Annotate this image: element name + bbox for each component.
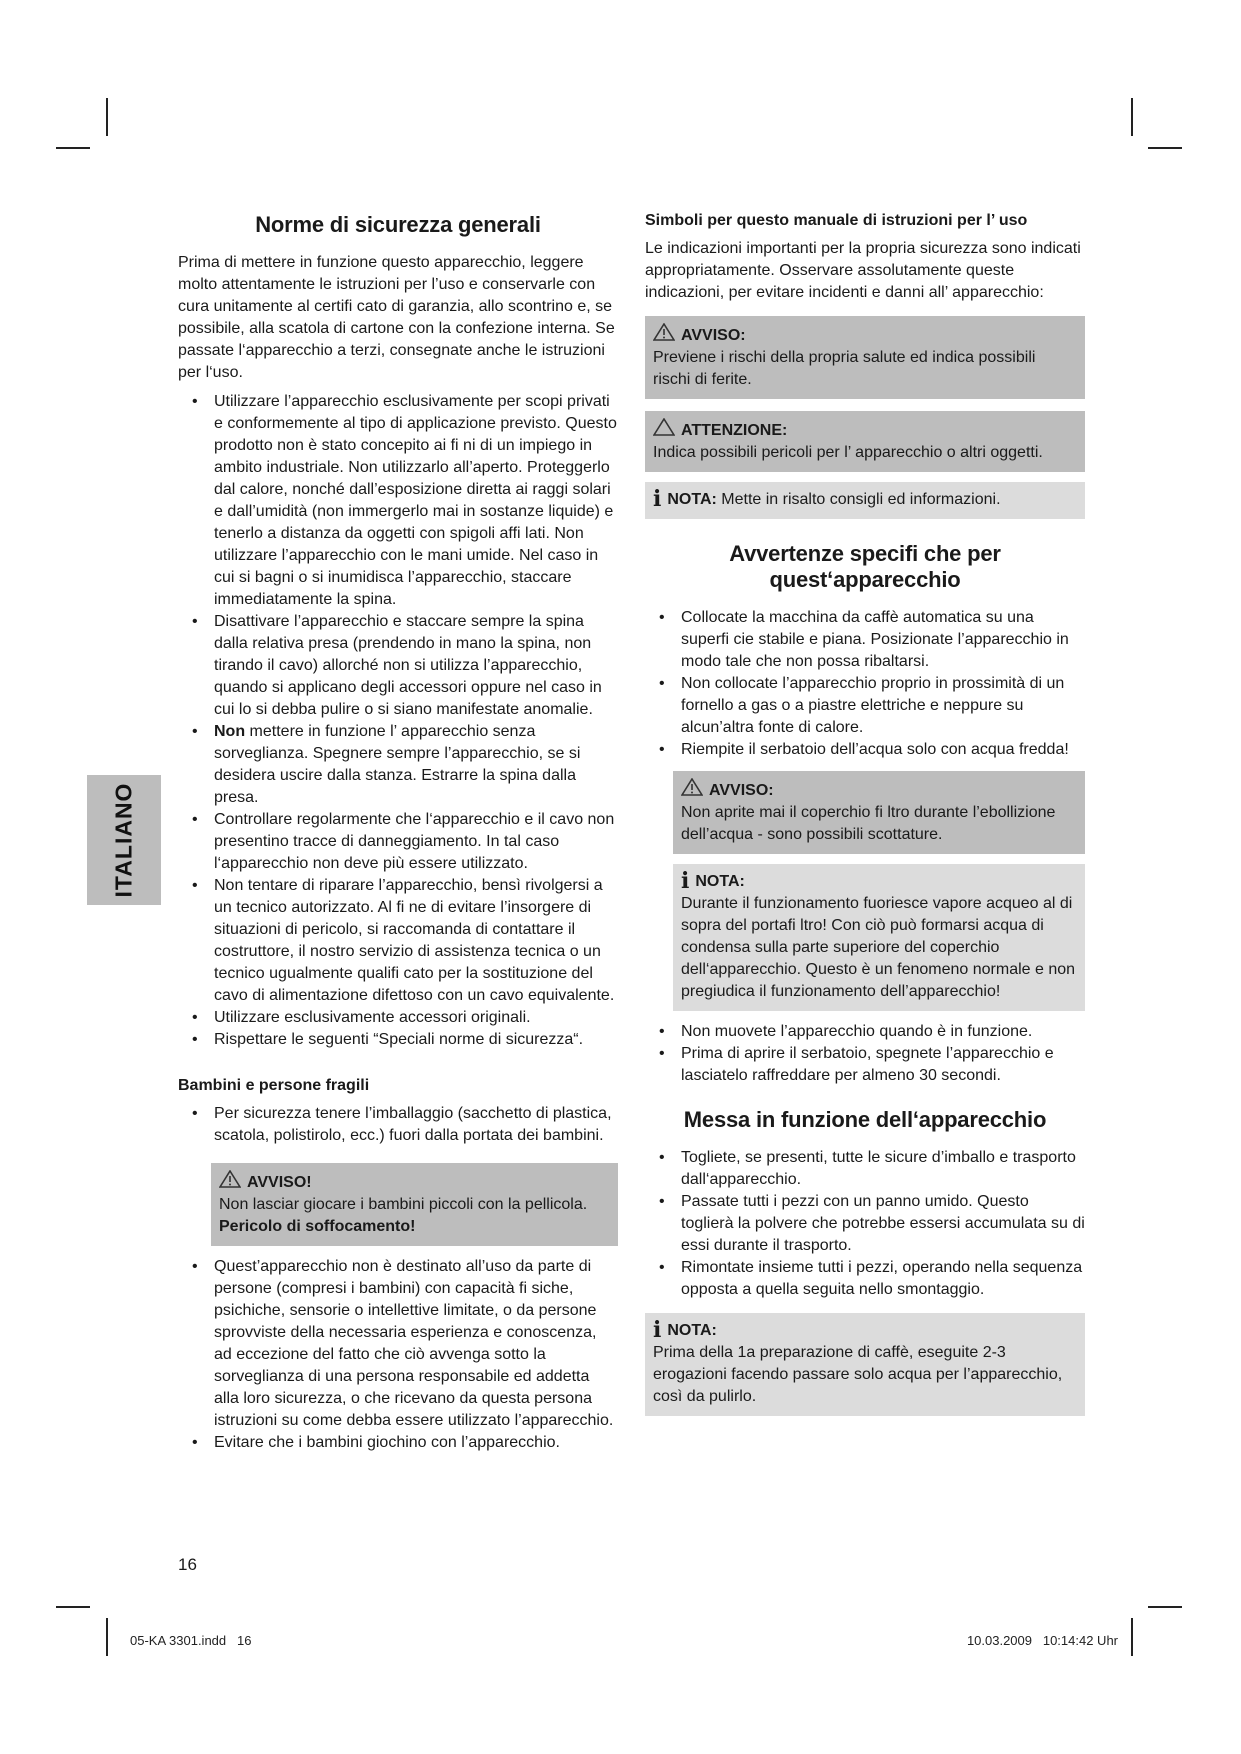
list-item: • Utilizzare l’apparecchio esclusivamente per scopi privati e conformemente al tipo di applicazione previsto. Questo prodotto non è stato concepito ai fi ni di un impiego in ambito industriale. Non utilizzarlo all’aperto. Proteggerlo dal calore, nonché dall’esposizione diretta ai raggi solari e dall’umidità (non immergerlo mai in sostanze liquide) e tenerlo a distanza da oggetti con spigoli affi lati. Non utilizzare l’apparecchio con le mani umide. Nel caso in cui si bagni o si inumidisca l’apparecchio, staccare immediatamente la spina. [178,391,618,611]
language-side-tab [87,775,161,905]
page-number: 16 [178,1555,197,1574]
note-label-row [653,1317,1077,1343]
specific-nota-box [673,864,1085,1011]
warning-label-row [681,778,1077,802]
list-item: • Evitare che i bambini giochino con l’apparecchio. [178,1432,618,1454]
list-item: • Togliete, se presenti, tutte le sicure d’imballo e trasporto dall‘apparecchio. [645,1147,1085,1191]
info-icon: i [681,868,690,894]
symbols-intro: Le indicazioni importanti per la propria sicurezza sono indicati appropriatamente. Osservare assolutamente queste indicazioni, per evitare incidenti e danni all’ apparecchio: [645,240,1081,301]
list-item-text: mettere in funzione l’ apparecchio senza sorveglianza. Spegnere sempre l’apparecchio, se si desidera uscire dalla stanza. Estrarre la spina dalla presa. [214,723,581,806]
note-text: Prima della 1a preparazione di caffè, eseguite 2-3 erogazioni facendo passare solo acqua per l’apparecchio, così da pulirlo. [653,1344,1063,1405]
children-warning-box [211,1163,618,1246]
bold-word: Non [214,723,246,740]
list-item: • Rispettare le seguenti “Speciali norme di sicurezza“. [178,1029,618,1051]
section-title-specific-warnings: Avvertenze specifi che per quest‘apparecchio [729,541,1001,592]
warning-label-row [219,1170,610,1194]
subsection-title-children: Bambini e persone fragili [178,1077,370,1094]
warning-label: AVVISO! [247,1174,312,1191]
avviso-box [645,316,1085,399]
list-item: • Collocate la macchina da caffè automatica su una superfi cie stabile e piana. Posizionate l’apparecchio in modo tale che non possa ribaltarsi. [645,607,1085,673]
list-item: • Passate tutti i pezzi con un panno umido. Questo toglierà la polvere che potrebbe essersi accumulata su di essi durante il trasporto. [645,1191,1085,1257]
section-title-startup: Messa in funzione dell‘apparecchio [683,1107,1047,1132]
caution-label-row [653,418,1077,442]
warning-label: AVVISO: [709,782,774,799]
list-item: • Rimontate insieme tutti i pezzi, operando nella sequenza opposta a quella seguita nello smontaggio. [645,1257,1085,1301]
warning-text: Non lasciar giocare i bambini piccoli con la pellicola. [219,1196,588,1213]
attenzione-box [645,411,1085,472]
list-item: • Riempite il serbatoio dell’acqua solo con acqua fredda! [645,739,1085,761]
crop-mark [1131,1618,1133,1656]
general-safety-intro: Prima di mettere in funzione questo apparecchio, leggere molto attentamente le istruzioni per l’uso e conservarle con cura unitamente al certifi cato di garanzia, allo scontrino e, se possibile, alla scatola di cartone con la confezione interna. Se passate l‘apparecchio a terzi, consegnate anche le istruzioni per l‘uso. [178,254,615,381]
children-list-continued [178,1256,618,1454]
section-title-general-safety: Norme di sicurezza generali [255,212,541,237]
crop-mark [1148,1606,1182,1608]
crop-mark [106,1618,108,1656]
list-item: • Utilizzare esclusivamente accessori originali. [178,1007,618,1029]
warning-label-row [653,323,1077,347]
list-item: • Non tentare di riparare l’apparecchio, bensì rivolgersi a un tecnico autorizzato. Al fi ne di evitare l’insorgere di situazioni di pericolo, si raccomanda di contattare il costruttore, il nostro servizio di assistenza tecnica o un tecnico ugualmente qualifi cato per la sostituzione del cavo di alimentazione difettoso con un cavo equivalente. [178,875,618,1007]
crop-mark [1131,98,1133,136]
note-label: NOTA: [667,491,717,508]
warning-triangle-icon [219,1170,241,1188]
right-column [645,212,1085,1416]
crop-mark [56,147,90,149]
footer-file: 05-KA 3301.indd 16 [130,1633,252,1648]
list-item: • Quest’apparecchio non è destinato all’uso da parte di persone (compresi i bambini) con capacità fi siche, psichiche, sensorie o intellettive limitate, o da persone sprovviste della necessaria esperienza e conoscenza, ad eccezione del fatto che ciò avvenga sotto la sorveglianza di una persona responsabile ed addetta alla loro sicurezza, o che ricevano da questa persona istruzioni su come debba essere utilizzato l’apparecchio. [178,1256,618,1432]
warning-triangle-icon [681,778,703,796]
list-item: • Per sicurezza tenere l’imballaggio (sacchetto di plastica, scatola, polistirolo, ecc.) fuori dalla portata dei bambini. [178,1103,618,1147]
warning-text: Previene i rischi della propria salute ed indica possibili rischi di ferite. [653,349,1036,388]
warning-text: Non aprite mai il coperchio fi ltro durante l’ebollizione dell’acqua - sono possibili scottature. [681,804,1056,843]
warning-triangle-icon [653,323,675,341]
list-item: • Controllare regolarmente che l‘apparecchio e il cavo non presentino tracce di danneggiamento. In tal caso l‘apparecchio non deve più essere utilizzato. [178,809,618,875]
note-label: NOTA: [695,873,745,890]
footer-timestamp: 10.03.2009 10:14:42 Uhr [966,1633,1118,1648]
subsection-title-symbols: Simboli per questo manuale di istruzioni per l’ uso [645,212,1028,229]
startup-nota-box [645,1313,1085,1416]
caution-triangle-icon [653,418,675,436]
list-item: • Disattivare l’apparecchio e staccare sempre la spina dalla relativa presa (prendendo in mano la spina, non tirando il cavo) allorché non si utilizza l’apparecchio, quando si applicano degli accessori oppure nel caso in cui lo si debba pulire o si siano manifestate anomalie. [178,611,618,721]
note-text: Mette in risalto consigli ed informazioni. [716,491,1001,508]
note-label: NOTA: [667,1322,717,1339]
specific-avviso-box [673,771,1085,854]
side-tab-label: ITALIANO [110,782,137,898]
left-column [178,212,618,1454]
warning-bold-text: Pericolo di soffocamento! [219,1218,416,1235]
children-list [178,1103,618,1147]
note-text: Durante il funzionamento fuoriesce vapore acqueo al di sopra del portafi ltro! Con ciò può formarsi acqua di condensa sulla parte superiore del coperchio dell‘apparecchio. Questo è un fenomeno normale e non pregiudica il funzionamento dell’apparecchio! [681,895,1076,1000]
list-item: • Non collocate l’apparecchio proprio in prossimità di un fornello a gas o a piastre elettriche e neppure su alcun’altra fonte di calore. [645,673,1085,739]
crop-mark [56,1606,90,1608]
general-safety-list [178,391,618,1051]
info-icon: i [653,486,662,512]
startup-list [645,1147,1085,1301]
list-item: • Prima di aprire il serbatoio, spegnete l’apparecchio e lasciatelo raffreddare per almeno 30 secondi. [645,1043,1085,1087]
nota-box [645,482,1085,519]
specific-warnings-list-continued [645,1021,1085,1087]
list-item: • Non muovete l’apparecchio quando è in funzione. [645,1021,1085,1043]
caution-label: ATTENZIONE: [681,422,788,439]
info-icon: i [653,1317,662,1343]
warning-label: AVVISO: [681,327,746,344]
crop-mark [1148,147,1182,149]
crop-mark [106,98,108,136]
note-label-row [681,868,1077,894]
specific-warnings-list [645,607,1085,761]
caution-text: Indica possibili pericoli per l’ apparecchio o altri oggetti. [653,444,1043,461]
list-item [178,721,618,809]
